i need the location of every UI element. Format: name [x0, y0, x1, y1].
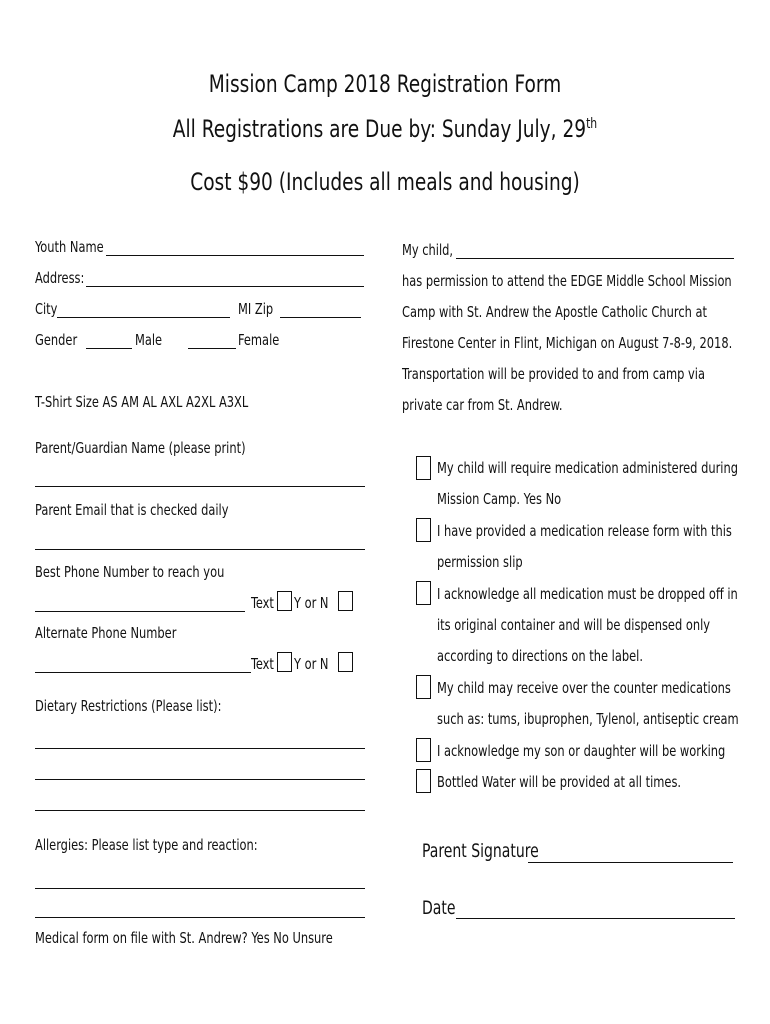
best-phone-field[interactable]	[35, 611, 245, 612]
guardian-name-label: Parent/Guardian Name (please print)	[35, 439, 246, 457]
working-text: I acknowledge my son or daughter will be working	[437, 742, 726, 760]
due-date: All Registrations are Due by: Sunday July, 29th	[172, 115, 598, 143]
best-phone-text-checkbox-n[interactable]	[338, 591, 353, 611]
bottled-water-text: Bottled Water will be provided at all times.	[437, 773, 682, 791]
release-form-text-1: I have provided a medication release form with this	[437, 522, 732, 540]
release-form-checkbox[interactable]	[416, 518, 431, 542]
date-label: Date	[422, 897, 456, 919]
guardian-name-field[interactable]	[35, 486, 365, 487]
alt-phone-field[interactable]	[35, 672, 251, 673]
permission-text-4: Transportation will be provided to and from camp via	[402, 365, 705, 383]
female-label: Female	[238, 331, 280, 349]
medication-text-1: My child will require medication administered during	[437, 459, 738, 477]
otc-medication-checkbox[interactable]	[416, 675, 431, 699]
dietary-field-3[interactable]	[35, 810, 365, 811]
medication-dropoff-text-3: according to directions on the label.	[437, 647, 643, 665]
parent-signature-field[interactable]	[528, 862, 733, 863]
release-form-text-2: permission slip	[437, 553, 523, 571]
cost-line: Cost $90 (Includes all meals and housing)	[190, 168, 580, 196]
allergies-field-1[interactable]	[35, 888, 365, 889]
male-field[interactable]	[86, 348, 132, 349]
city-label: City	[35, 300, 58, 318]
otc-medication-text-1: My child may receive over the counter medications	[437, 679, 731, 697]
youth-name-label: Youth Name	[35, 238, 104, 256]
alt-phone-label: Alternate Phone Number	[35, 624, 177, 642]
parent-email-label: Parent Email that is checked daily	[35, 501, 229, 519]
female-field[interactable]	[188, 348, 236, 349]
parent-email-field[interactable]	[35, 549, 365, 550]
address-field[interactable]	[86, 286, 364, 287]
medication-dropoff-text-1: I acknowledge all medication must be dropped off in	[437, 585, 738, 603]
city-field[interactable]	[57, 317, 230, 318]
best-phone-text-label: Text	[251, 594, 274, 612]
best-phone-text-checkbox-y[interactable]	[277, 591, 292, 611]
my-child-label: My child,	[402, 241, 454, 259]
address-label: Address:	[35, 269, 85, 287]
permission-text-3: Firestone Center in Flint, Michigan on August 7-8-9, 2018.	[402, 334, 733, 352]
bottled-water-checkbox[interactable]	[416, 769, 431, 793]
permission-text-1: has permission to attend the EDGE Middle School Mission	[402, 272, 732, 290]
alt-phone-y-or-n: Y or N	[294, 655, 329, 673]
parent-signature-label: Parent Signature	[422, 840, 539, 862]
child-name-field[interactable]	[456, 258, 734, 259]
state-zip-label: MI Zip	[238, 300, 274, 318]
allergies-field-2[interactable]	[35, 917, 365, 918]
form-title: Mission Camp 2018 Registration Form	[208, 70, 562, 98]
dietary-field-2[interactable]	[35, 779, 365, 780]
best-phone-y-or-n: Y or N	[294, 594, 329, 612]
otc-medication-text-2: such as: tums, ibuprophen, Tylenol, antiseptic cream	[437, 710, 739, 728]
medication-text-2: Mission Camp. Yes No	[437, 490, 562, 508]
dietary-field-1[interactable]	[35, 748, 365, 749]
permission-text-2: Camp with St. Andrew the Apostle Catholic Church at	[402, 303, 708, 321]
permission-text-5: private car from St. Andrew.	[402, 396, 563, 414]
alt-phone-text-checkbox-n[interactable]	[338, 652, 353, 672]
medical-form-label: Medical form on file with St. Andrew? Yes No Unsure	[35, 929, 333, 947]
male-label: Male	[135, 331, 163, 349]
youth-name-field[interactable]	[106, 255, 364, 256]
medication-checkbox[interactable]	[416, 456, 431, 480]
alt-phone-text-label: Text	[251, 655, 274, 673]
date-field[interactable]	[456, 918, 735, 919]
gender-label: Gender	[35, 331, 78, 349]
dietary-label: Dietary Restrictions (Please list):	[35, 697, 222, 715]
allergies-label: Allergies: Please list type and reaction:	[35, 836, 258, 854]
medication-dropoff-text-2: its original container and will be dispensed only	[437, 616, 711, 634]
best-phone-label: Best Phone Number to reach you	[35, 563, 225, 581]
medication-dropoff-checkbox[interactable]	[416, 581, 431, 605]
zip-field[interactable]	[280, 317, 361, 318]
alt-phone-text-checkbox-y[interactable]	[277, 652, 292, 672]
working-checkbox[interactable]	[416, 738, 431, 762]
tshirt-size-label: T-Shirt Size AS AM AL AXL A2XL A3XL	[35, 393, 249, 411]
